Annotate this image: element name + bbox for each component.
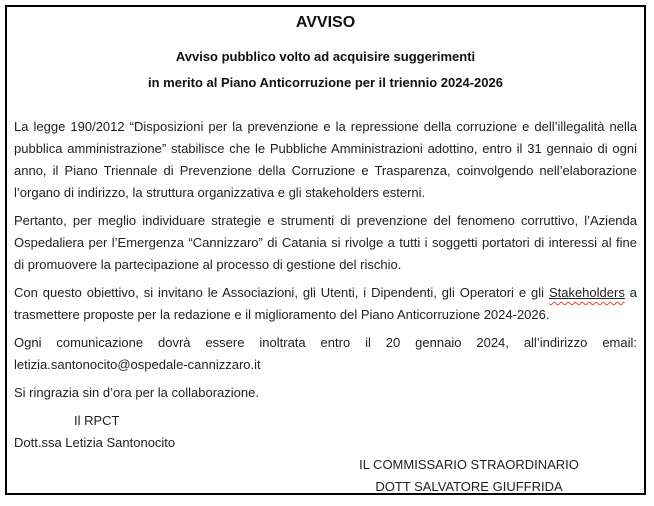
signature-left-name: Dott.ssa Letizia Santonocito — [14, 435, 176, 450]
signature-right-role: IL COMMISSARIO STRAORDINARIO — [359, 457, 579, 472]
signature-block-left — [14, 410, 637, 454]
paragraph-thanks: Si ringrazia sin d’ora per la collaborazione. — [14, 385, 259, 400]
document-title: AVVISO — [295, 14, 356, 31]
paragraph-deadline-text: Ogni comunicazione dovrà essere inoltrata entro il 20 gennaio 2024, all’indirizzo email: — [14, 335, 637, 350]
signature-right-name: DOTT SALVATORE GIUFFRIDA — [375, 479, 563, 494]
signature-block-right — [309, 454, 629, 498]
notice-document — [5, 5, 646, 495]
paragraph-invitation-text-after: a trasmettere proposte per la redazione e il miglioramento del Piano Anticorruzione 2024-2026. — [14, 285, 637, 322]
paragraph-purpose: Pertanto, per meglio individuare strategie e strumenti di prevenzione del fenomeno corruttivo, l’Azienda Ospedaliera per l’Emergenza “Cannizzaro” di Catania si rivolge a tutti i soggetti portatori di interessi al fine di promuovere la partecipazione al processo di gestione del rischio. — [14, 213, 637, 272]
paragraph-deadline — [14, 332, 637, 376]
paragraph-invitation-text-before: Con questo obiettivo, si invitano le Associazioni, gli Utenti, i Dipendenti, gli Operatori e gli — [14, 285, 549, 300]
paragraph-invitation — [14, 282, 637, 326]
email-address: letizia.santonocito@ospedale-cannizzaro.it — [14, 357, 261, 372]
paragraph-law-reference: La legge 190/2012 “Disposizioni per la prevenzione e la repressione della corruzione e dell’illegalità nella pubblica amministrazione” stabilisce che le Pubbliche Amministrazioni adottino, entro il 31 gennaio di ogni anno, il Piano Triennale di Prevenzione della Corruzione e Trasparenza, coinvolgendo nell’elaborazione l’organo di indirizzo, la struttura organizzativa e gli stakeholders esterni. — [14, 119, 637, 200]
document-subtitle-line2: in merito al Piano Anticorruzione per il triennio 2024-2026 — [148, 75, 503, 90]
underlined-word-wrapper — [549, 285, 625, 300]
document-subtitle-line1: Avviso pubblico volto ad acquisire suggerimenti — [175, 49, 476, 64]
signature-left-role: Il RPCT — [74, 413, 120, 428]
spellcheck-underlined-word: Stakeholders — [548, 285, 625, 300]
